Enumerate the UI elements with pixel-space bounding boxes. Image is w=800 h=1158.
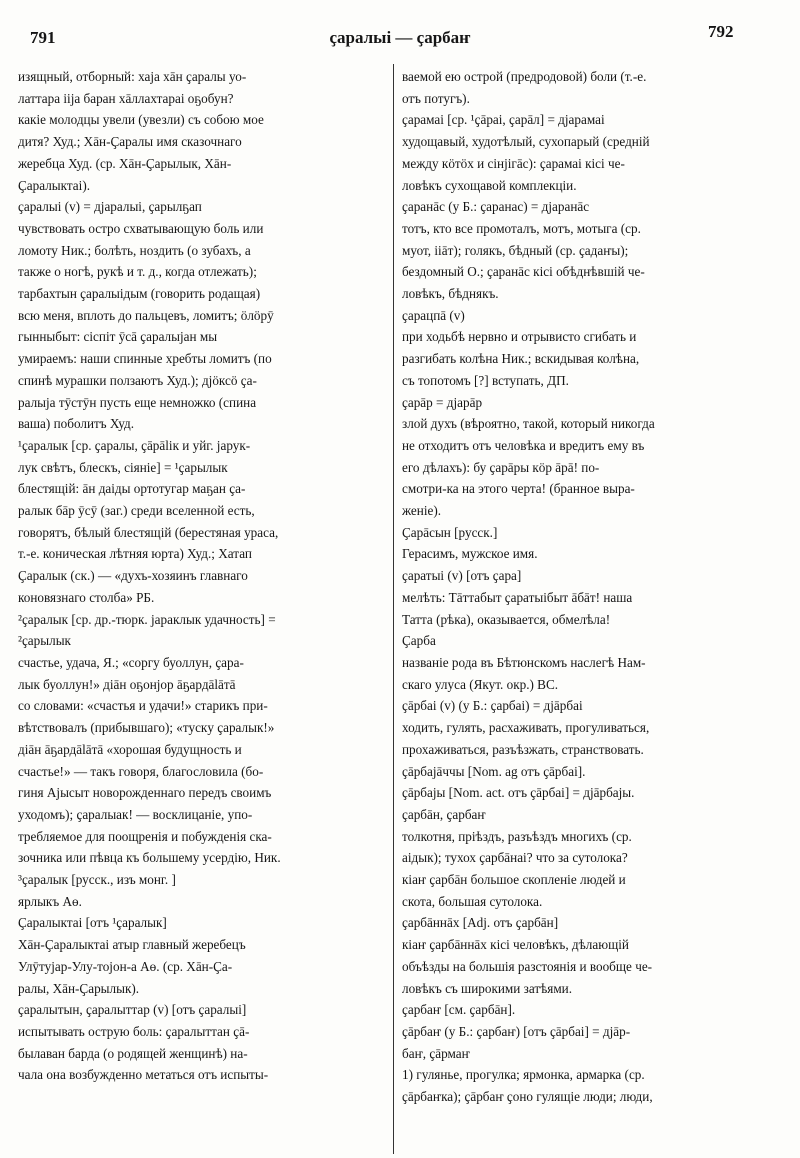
text-line: бездомный О.; ҫаранāс кісі обѣднѣвшій че- <box>402 264 645 280</box>
text-line: ҫāрбаҥ (у Б.: ҫарбаҥ) [отъ ҫāрбаі] = дјāр- <box>402 1023 631 1039</box>
text-line: вѣтствовалъ (прибывшаго); «тускy ҫаралык!» <box>18 720 275 736</box>
text-line: ваша) поболитъ Худ. <box>18 416 135 432</box>
running-head: ҫаралыі — ҫарбаҥ <box>329 28 471 47</box>
text-line: также о ногѣ, рукѣ и т. д., когда отлежать); <box>18 264 257 280</box>
text-line: худощавый, худотѣлый, сухопарый (средній <box>402 134 650 150</box>
text-line: ҫаралыі (v) = дјаралыі, ҫарылҕап <box>18 199 202 215</box>
text-line: ловѣкъ съ широкими затѣями. <box>402 980 573 996</box>
text-line: 1) гулянье, прогулка; ярмонка, армарка (ср. <box>402 1067 645 1083</box>
text-line: ҫарамаі [ср. ¹ҫāраі, ҫарāл] = дјарамаі <box>402 112 605 128</box>
text-line: изящный, отборный: хаја хāн ҫаралы уо- <box>18 69 247 84</box>
text-line: ҫāрбајāччы [Nom. ag отъ ҫāрбаі]. <box>402 763 586 779</box>
text-line: ҫарбаҥ [см. ҫарбāн]. <box>402 1002 516 1018</box>
text-line: блестящій: āн даіды ортотугар маҕан ҫа- <box>18 481 246 497</box>
text-line: злой духъ (вѣроятно, такой, который никогда <box>402 416 655 432</box>
text-line: Ҫаралык (ск.) — «духъ-хозяинъ главнаго <box>18 568 248 584</box>
text-line: жеребца Худ. (ср. Хāн-Ҫарылык, Хāн- <box>18 155 232 171</box>
text-line: латтара ііја баран хāллахтараі оҕобун? <box>18 90 234 106</box>
text-line: ходить, гулять, расхаживать, прогуливаться, <box>402 720 650 736</box>
text-line: не отходитъ отъ человѣка и вредитъ ему въ <box>402 437 645 453</box>
text-line: ҫāрбаі (v) (у Б.: ҫарбаі) = дјāрбаі <box>402 698 583 714</box>
text-line: Герасимъ, мужское имя. <box>402 546 538 562</box>
text-line: Ҫарāсын [русск.] <box>402 524 498 540</box>
text-line: ралы, Хāн-Ҫарылык). <box>18 980 140 996</box>
text-line: скота, большая сутолока. <box>402 893 543 909</box>
text-line: ²ҫаралык [ср. др.-тюрк. јараклык удачность] = <box>18 611 276 627</box>
text-line: Хāн-Ҫаралыктаі атыр главный жеребецъ <box>18 937 246 953</box>
text-line: ралыја тӯстӯн пусть еще немножко (спина <box>18 394 257 410</box>
text-line: ҫарацпā (v) <box>402 307 465 323</box>
text-line: дитя? Худ.; Хāн-Ҫаралы имя сказочнаго <box>18 134 242 150</box>
text-line: говорятъ, бѣлый блестящій (берестяная ураса, <box>18 524 279 540</box>
text-line: требляемое для поощренія и побужденія ска- <box>18 828 272 844</box>
text-line: ваемой ею острой (предродовой) боли (т.-е. <box>402 69 647 84</box>
text-line: счастье!» — такъ говоря, благословила (бо- <box>18 763 264 779</box>
text-line: діāн āҕардālāтā «хорошая будущность и <box>18 741 242 757</box>
text-line: ломоту Ник.; болѣть, ноздить (о зубахъ, а <box>18 242 251 258</box>
text-line: лук свѣтъ, блескъ, сіяніе] = ¹ҫарылык <box>18 459 228 475</box>
text-line: ҫарāр = дјарāр <box>402 394 483 410</box>
text-line: былаван барда (о родящей женщинѣ) на- <box>18 1045 248 1061</box>
text-line: счастье, удача, Я.; «соргу буоллун, ҫара- <box>18 654 244 670</box>
text-line: коновязнаго столба» РБ. <box>18 589 155 605</box>
text-line: ³ҫаралык [русск., изъ монг. ] <box>18 872 176 888</box>
text-line: чала она возбужденно метаться отъ испыты- <box>18 1067 269 1083</box>
text-line: аідык); тухох ҫарбāнаі? что за сутолока? <box>402 850 628 866</box>
text-line: отъ потугъ). <box>402 90 470 106</box>
text-line: баҥ, ҫāрмаҥ <box>402 1045 470 1061</box>
text-line: смотри-ка на этого черта! (бранное выра- <box>402 481 635 497</box>
text-line: ралык бāр ӯсӯ (заг.) среди вселенной есть, <box>18 503 255 519</box>
text-line: Улӯтујар-Улу-тојон-а Аө. (ср. Хāн-Ҫа- <box>18 958 233 974</box>
text-line: Ҫаралыктаі [отъ ¹ҫаралык] <box>18 915 167 931</box>
text-line: ²ҫарылык <box>18 633 71 649</box>
text-line: женіе). <box>402 503 442 519</box>
text-line: гиня Ајысыт новорожденнаго передъ своимъ <box>18 785 272 801</box>
text-line: ҫарбāннāх [Adj. отъ ҫарбāн] <box>402 915 559 931</box>
text-line: Татта (рѣка), оказывается, обмелѣла! <box>402 611 611 627</box>
text-line: со словами: «счастья и удачи!» старикъ при- <box>18 698 268 714</box>
text-line: мелѣть: Тāттабыт ҫаратыібыт āбāт! наша <box>402 589 633 605</box>
text-line: ҫāрбајы [Nom. act. отъ ҫāрбаі] = дјāрбајы. <box>402 785 635 801</box>
left-column <box>18 66 384 1146</box>
text-line: всю меня, вплоть до пальцевъ, ломитъ; ӧлӧрӯ <box>18 307 274 323</box>
text-line: кіаҥ ҫарбāн большое скопленіе людей и <box>402 872 626 888</box>
text-line: муот, ііāт); голякъ, бѣдный (ср. ҫадаҥы); <box>402 242 629 258</box>
text-line: испытывать острую боль: ҫаралыттан ҫā- <box>18 1023 250 1039</box>
text-line: уходомъ); ҫаралыак! — восклицаніе, упо- <box>18 806 253 822</box>
right-column <box>402 66 772 1146</box>
left-page-number: 791 <box>30 28 56 47</box>
text-line: съ топотомъ [?] вступать, ДП. <box>402 372 569 388</box>
text-line: его дѣлахъ): бу ҫарāры кӧр āрā! по- <box>402 459 600 475</box>
column-divider <box>393 64 394 1154</box>
text-line: ҫаратыі (v) [отъ ҫара] <box>402 568 522 584</box>
text-line: гынныбыт: сіспіт ӯсā ҫаралыјан мы <box>18 329 218 345</box>
text-line: тотъ, кто все промоталъ, мотъ, мотыга (ср. <box>402 220 641 236</box>
text-line: спинѣ мурашки ползаютъ Худ.); дјӧксӧ ҫа- <box>18 372 257 388</box>
text-line: ҫāрбаҥка); ҫāрбаҥ ҫоно гулящіе люди; люди, <box>402 1089 653 1105</box>
text-line: умираемъ: наши спинные хребты ломитъ (по <box>18 351 272 367</box>
text-line: скаго улуса (Якут. окр.) ВС. <box>402 676 559 692</box>
text-line: Ҫаралыктаі). <box>18 177 91 193</box>
page-header <box>0 18 800 58</box>
text-line: ¹ҫаралык [ср. ҫаралы, ҫāрālік и уйг. јарук- <box>18 437 251 453</box>
text-line: какіе молодцы увели (увезли) съ собою мое <box>18 112 264 128</box>
text-line: ҫаралытын, ҫаралыттар (v) [отъ ҫаралыі] <box>18 1002 247 1018</box>
text-line: кіаҥ ҫарбāннāх кісі человѣкъ, дѣлающій <box>402 937 629 953</box>
text-line: т.-е. коническая лѣтняя юрта) Худ.; Хатап <box>18 546 252 562</box>
text-line: ҫарбāн, ҫарбаҥ <box>402 806 486 822</box>
text-line: тарбахтын ҫаралыідым (говорить родащая) <box>18 286 261 302</box>
text-line: между кӧтӧх и сінјігāс): ҫарамаі кісі че- <box>402 155 625 171</box>
text-line: ловѣкъ сухощавой комплекціи. <box>402 177 577 193</box>
text-line: ловѣкъ, бѣднякъ. <box>402 286 499 302</box>
text-line: толкотня, пріѣздъ, разъѣздъ многихъ (ср. <box>402 828 632 844</box>
text-line: Ҫарба <box>402 633 436 649</box>
text-line: лык буоллун!» діāн оҕонјор āҕардālāтā <box>18 676 236 692</box>
text-line: ярлыкъ Аө. <box>18 893 82 909</box>
text-line: названіе рода въ Бѣтюнскомъ наслегѣ Нам- <box>402 654 646 670</box>
text-line: объѣзды на большія разстоянія и вообще че- <box>402 958 653 974</box>
right-page-number: 792 <box>708 22 734 41</box>
text-line: при ходьбѣ нервно и отрывисто сгибать и <box>402 329 637 345</box>
text-line: прохаживаться, разъѣзжать, странствовать. <box>402 741 644 757</box>
text-line: разгибать колѣна Ник.; вскидывая колѣна, <box>402 351 640 367</box>
text-line: чувствовать остро схватывающую боль или <box>18 220 264 236</box>
text-line: ҫаранāс (у Б.: ҫаранас) = дјаранāс <box>402 199 590 215</box>
text-line: зочника или пѣвца къ большему усердію, Ник. <box>18 850 281 866</box>
